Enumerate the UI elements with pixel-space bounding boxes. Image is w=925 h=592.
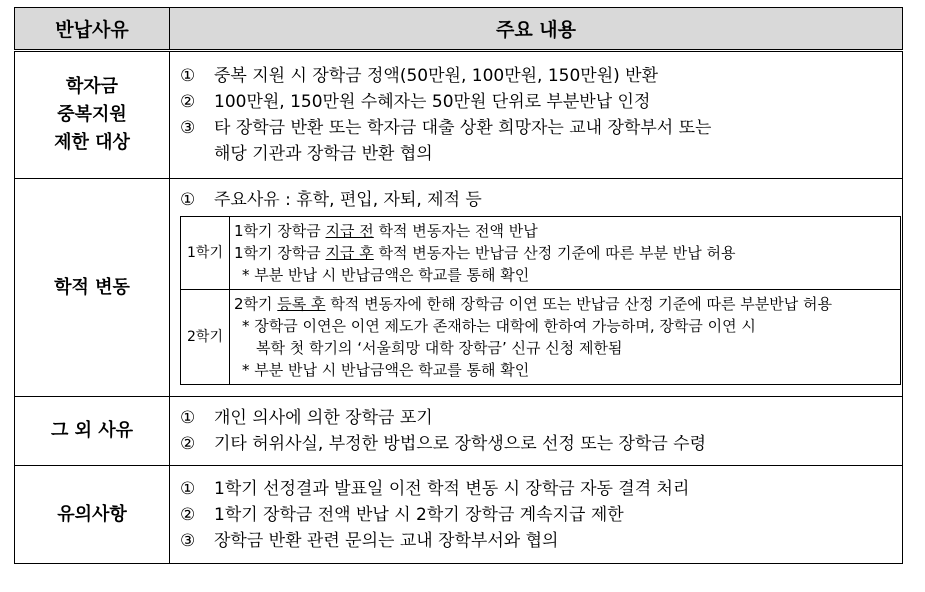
row-content-other <box>170 397 903 466</box>
item-number: ② <box>180 434 196 455</box>
table-row <box>15 50 903 178</box>
semester-line <box>234 220 896 242</box>
note-text-continuation: 복학 첫 학기의 ‘서울희망 대학 장학금’ 신규 신청 제한됨 <box>256 338 623 357</box>
underlined-text: 지급 후 <box>325 243 374 262</box>
text-part: 학적 변동자에 한해 장학금 이연 또는 반납금 산정 기준에 따른 부분반납 허용 <box>325 294 832 313</box>
item-number: ① <box>180 478 196 499</box>
item-number: ① <box>180 65 196 86</box>
semester-label: 2학기 <box>181 289 230 384</box>
row-content-notes <box>170 466 903 564</box>
text-part: 2학기 <box>234 294 278 313</box>
item-text: 100만원, 150만원 수혜자는 50만원 단위로 부분반납 인정 <box>214 91 651 112</box>
underlined-text: 등록 후 <box>277 294 326 313</box>
header-reason: 반납사유 <box>15 8 170 51</box>
semester-row-2 <box>181 289 901 384</box>
semester-table <box>180 216 901 385</box>
item-text: 타 장학금 반환 또는 학자금 대출 상환 희망자는 교내 장학부서 또는 <box>214 117 712 138</box>
row-content-academic-change <box>170 178 903 397</box>
row-label-duplicate <box>15 50 170 178</box>
list-item <box>180 502 896 528</box>
item-text: 주요사유 : 휴학, 편입, 자퇴, 제적 등 <box>214 189 482 210</box>
item-number: ① <box>180 189 196 210</box>
text-part: 학적 변동자는 반납금 산정 기준에 따른 부분 반납 허용 <box>373 243 736 262</box>
item-text: 1학기 선정결과 발표일 이전 학적 변동 시 장학금 자동 결격 처리 <box>214 478 690 499</box>
note-text: * 장학금 이연은 이연 제도가 존재하는 대학에 한하여 가능하며, 장학금 이연 시 <box>242 316 756 335</box>
table-header-row <box>15 8 903 51</box>
item-text-continuation: 해당 기관과 장학금 반환 협의 <box>214 143 433 164</box>
item-text: 기타 허위사실, 부정한 방법으로 장학생으로 선정 또는 장학금 수령 <box>214 434 707 455</box>
note-text: * 부분 반납 시 반납금액은 학교를 통해 확인 <box>242 265 530 284</box>
row-label-line: 중복지원 <box>57 103 127 125</box>
item-number: ③ <box>180 530 196 551</box>
list-item <box>180 431 896 457</box>
item-text: 1학기 장학금 전액 반납 시 2학기 장학금 계속지급 제한 <box>214 504 624 525</box>
item-text: 중복 지원 시 장학금 정액(50만원, 100만원, 150만원) 반환 <box>214 65 659 86</box>
table-row <box>15 466 903 564</box>
text-part: 학적 변동자는 전액 반납 <box>373 221 538 240</box>
list-item <box>180 405 896 431</box>
item-text: 장학금 반환 관련 문의는 교내 장학부서와 협의 <box>214 530 559 551</box>
text-part: 1학기 장학금 <box>234 221 326 240</box>
row-label-line: 제한 대상 <box>54 131 130 153</box>
row-label-notes: 유의사항 <box>15 466 170 564</box>
table-row <box>15 397 903 466</box>
semester-line <box>234 293 896 315</box>
note-text: * 부분 반납 시 반납금액은 학교를 통해 확인 <box>242 360 530 379</box>
item-text: 개인 의사에 의한 장학금 포기 <box>214 408 433 429</box>
row-label-other: 그 외 사유 <box>15 397 170 466</box>
underlined-text: 지급 전 <box>325 221 374 240</box>
item-number: ② <box>180 91 196 112</box>
list-item <box>180 63 896 89</box>
list-item <box>180 476 896 502</box>
semester-line <box>234 242 896 264</box>
list-item <box>180 187 896 213</box>
semester-body <box>230 289 901 384</box>
list-item <box>180 89 896 115</box>
refund-reasons-table <box>14 7 903 564</box>
list-item <box>180 528 896 554</box>
header-content: 주요 내용 <box>170 8 903 51</box>
semester-body <box>230 216 901 289</box>
row-label-line: 학자금 <box>65 75 119 97</box>
row-label-academic-change: 학적 변동 <box>15 178 170 397</box>
item-number: ① <box>180 408 196 429</box>
item-number: ③ <box>180 117 196 138</box>
text-part: 1학기 장학금 <box>234 243 326 262</box>
item-number: ② <box>180 504 196 525</box>
list-item <box>180 115 896 141</box>
row-content-duplicate <box>170 50 903 178</box>
semester-label: 1학기 <box>181 216 230 289</box>
semester-row-1 <box>181 216 901 289</box>
table-row <box>15 178 903 397</box>
